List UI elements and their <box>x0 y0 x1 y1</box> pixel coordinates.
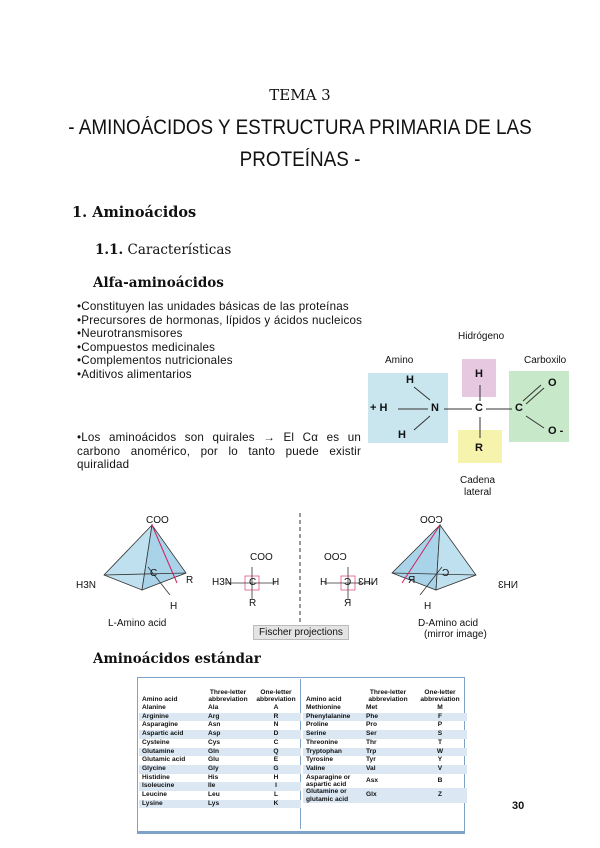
table-row: Isoleucine Ile I <box>139 782 301 791</box>
l-r: R <box>186 575 194 586</box>
subsection-title: Características <box>127 242 232 258</box>
bond-line <box>414 387 430 400</box>
d-c: C <box>442 568 450 579</box>
section-heading <box>72 204 196 221</box>
list-item: •Neurotransmisores <box>77 327 183 341</box>
tetrahedron-face-left <box>392 525 440 590</box>
bullet-list <box>77 300 363 382</box>
amino-h-top: H <box>406 374 414 386</box>
list-item: •Complementos nutricionales <box>77 354 233 368</box>
alfa-aminoacidos-heading: Alfa-aminoácidos <box>93 275 224 291</box>
d-coo: COO <box>420 515 443 526</box>
list-item: •Los aminoácidos son quirales → El Cα es un carbono anomérico, por lo tanto puede existir quiralidad <box>77 431 361 472</box>
bond-line <box>414 416 430 430</box>
fischer1-h: H <box>272 577 280 588</box>
amino-acid-table-right <box>303 680 467 803</box>
page-title-line-2: PROTEÍNAS - <box>239 148 361 171</box>
section-title: Aminoácidos <box>92 204 197 221</box>
amino-h-low: H <box>398 429 406 441</box>
d-r: R <box>408 575 416 586</box>
d-amino-acid-label: D-Amino acid <box>418 618 479 629</box>
table-row: Aspartic acid Asp D <box>139 730 301 739</box>
table-header: Three-letter abbreviation <box>208 688 248 704</box>
subsection-number: 1.1. <box>95 242 124 258</box>
table-row: Serine Ser S <box>303 730 467 739</box>
table-row: Asparagine or aspartic acid Asx B <box>306 773 443 789</box>
side-chain-r: R <box>475 442 483 454</box>
d-nh3: NH3 <box>498 580 519 591</box>
l-h: H <box>170 601 178 612</box>
list-item: •Precursores de hormonas, lípidos y ácidos nucleicos <box>77 313 363 327</box>
list-item: •Aditivos alimentarios <box>77 367 192 381</box>
carboxyl-oxygen-minus: O - <box>548 425 564 437</box>
fischer1-r: R <box>249 598 257 609</box>
table-row: Methionine Met M <box>306 704 443 711</box>
table-row: Tryptophan Trp W <box>303 748 467 757</box>
list-item: •Constituyen las unidades básicas de las proteínas <box>77 300 349 313</box>
d-mirror-label: (mirror image) <box>424 629 487 640</box>
fischer-projections-label: Fischer projections <box>253 625 349 640</box>
table-header: One-letter abbreviation <box>420 688 460 704</box>
alpha-h-top: H <box>475 368 483 380</box>
l-c: C <box>150 568 158 579</box>
topic-number: TEMA 3 <box>269 86 331 104</box>
table-row: Glutamine or glutamic acid Glx Z <box>303 788 467 803</box>
d-h: H <box>424 601 432 612</box>
carboxyl-oxygen-top: O <box>548 377 557 389</box>
table-header: Amino acid <box>306 696 342 704</box>
fischer2-r: R <box>344 598 352 609</box>
fischer2-coo: COO <box>324 552 347 563</box>
nitrogen-atom: N <box>431 402 439 414</box>
fischer1-coo: COO <box>250 552 273 563</box>
table-row: Glycine Gly G <box>139 765 301 774</box>
table-header: One-letter abbreviation <box>256 688 296 704</box>
table-row: Histidine His H <box>142 773 279 781</box>
page-number: 30 <box>512 800 525 812</box>
table-row: Glutamic acid Glu E <box>142 756 279 764</box>
table-row: Valine Val V <box>303 765 467 774</box>
fischer1-h3n: H3N <box>212 577 233 588</box>
table-row: Asparagine Asn N <box>142 721 279 729</box>
chirality-paragraph <box>77 431 361 472</box>
table-row: Arginine Arg R <box>139 713 301 722</box>
bond-line <box>526 416 544 428</box>
l-amino-acid-label: L-Amino acid <box>108 618 167 629</box>
amino-label: Amino <box>385 355 414 366</box>
tetrahedron-face-right <box>436 525 476 590</box>
fischer2-h: H <box>320 577 328 588</box>
list-item: •Compuestos medicinales <box>77 340 216 354</box>
carboxyl-carbon: C <box>515 402 523 414</box>
carboxyl-label: Carboxilo <box>524 355 567 366</box>
subsection-heading <box>95 242 231 258</box>
table-row: Alanine Ala A <box>142 704 279 711</box>
hydrogen-label: Hidrógeno <box>458 331 505 342</box>
page-title-line-1: - AMINOÁCIDOS Y ESTRUCTURA PRIMARIA DE LAS <box>68 116 532 139</box>
l-h3n: H3N <box>76 580 97 591</box>
amino-h-left: + H <box>370 402 388 414</box>
table-row: Tyrosine Tyr Y <box>306 756 443 764</box>
table-header: Three-letter abbreviation <box>368 688 408 704</box>
alpha-carbon: C <box>475 402 483 414</box>
section-number: 1. <box>72 204 88 221</box>
table-header: Amino acid <box>142 696 178 704</box>
side-chain-label-1: Cadena <box>460 475 496 486</box>
table-row: Lysine Lys K <box>139 800 301 809</box>
fischer2-c: C <box>344 577 352 588</box>
fischer2-nh3: NH3 <box>358 577 379 588</box>
table-row: Leucine Leu L <box>142 791 279 799</box>
l-coo: COO <box>146 515 169 526</box>
table-row: Proline Pro P <box>306 721 443 729</box>
table-row: Threonine Thr T <box>306 738 443 746</box>
table-row: Glutamine Gln Q <box>139 748 301 757</box>
table-row: Phenylalanine Phe F <box>303 713 467 722</box>
side-chain-label-2: lateral <box>464 487 492 498</box>
table-row: Cysteine Cys C <box>142 738 279 746</box>
standard-amino-acids-heading: Aminoácidos estándar <box>93 651 261 667</box>
fischer1-c: C <box>249 577 257 588</box>
amino-acid-table-left <box>139 680 301 808</box>
